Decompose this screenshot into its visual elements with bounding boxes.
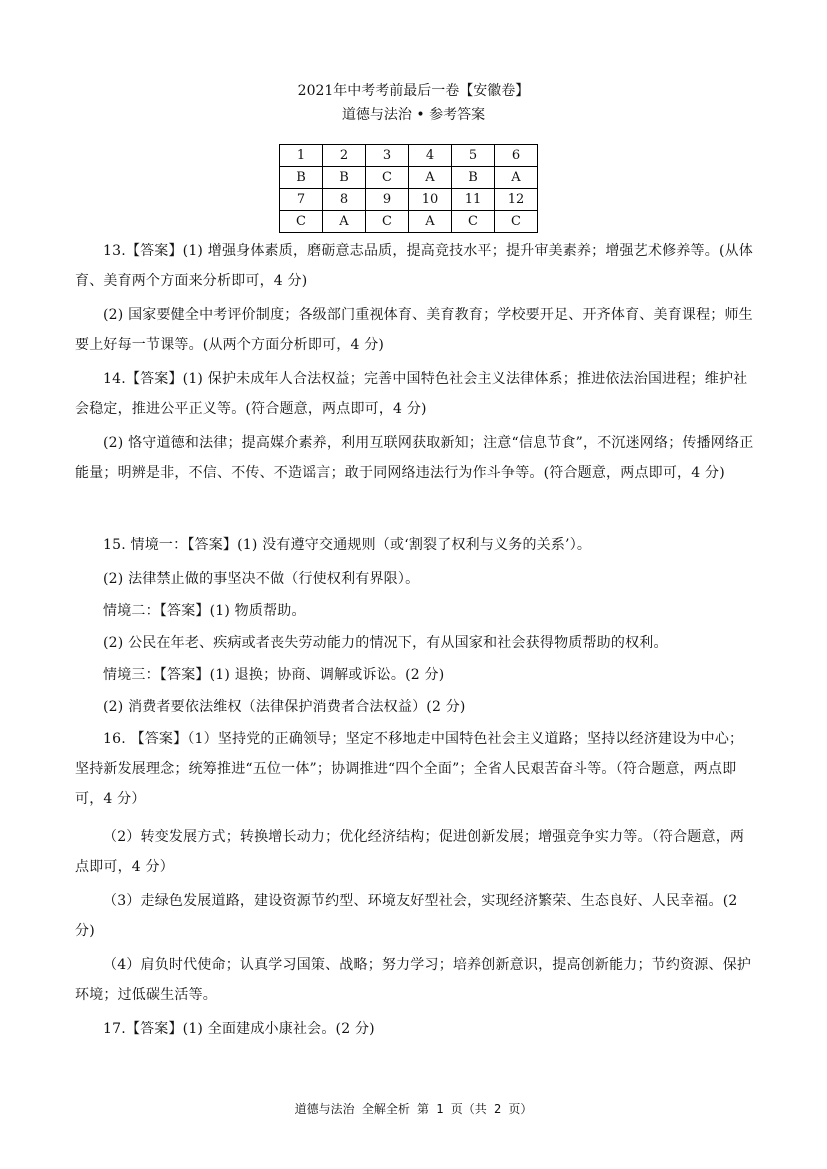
table-cell: C: [366, 167, 409, 189]
table-cell: B: [280, 167, 323, 189]
table-row: [280, 167, 538, 189]
answer-13-part-1: 13.【答案】(1) 增强身体素质，磨砺意志品质，提高竞技水平；提升审美素养；增强艺术修养等。(从体育、美育两个方面来分析即可，4 分): [75, 243, 754, 289]
table-cell: 11: [452, 189, 495, 211]
answer-13-part-2: (2) 国家要健全中考评价制度；各级部门重视体育、美育教育；学校要开足、开齐体育、美育课程；师生要上好每一节课等。(从两个方面分析即可，4 分): [75, 307, 753, 353]
answer-15-scene-3: 情境三：【答案】(1) 退换；协商、调解或诉讼。(2 分): [103, 667, 445, 683]
answer-16-part-4: （4）肩负时代使命；认真学习国策、战略；努力学习；培养创新意识，提高创新能力；节约资源、保护环境；过低碳生活等。: [75, 957, 752, 1003]
answer-15-scene-2-part-2: (2) 公民在年老、疾病或者丧失劳动能力的情况下，有从国家和社会获得物质帮助的权利。: [103, 635, 668, 651]
table-cell: 5: [452, 145, 495, 167]
table-cell: 9: [366, 189, 409, 211]
answer-16-part-3: （3）走绿色发展道路，建设资源节约型、环境友好型社会，实现经济繁荣、生态良好、人民幸福。(2分): [75, 893, 738, 939]
table-cell: A: [409, 167, 452, 189]
table-row: [280, 189, 538, 211]
table-cell: 3: [366, 145, 409, 167]
table-row: [280, 211, 538, 233]
table-cell: C: [452, 211, 495, 233]
answer-table: [279, 144, 538, 233]
table-cell: 8: [323, 189, 366, 211]
table-cell: B: [323, 167, 366, 189]
document-title: 2021年中考考前最后一卷【安徽卷】: [297, 83, 530, 99]
answer-14-part-1: 14.【答案】(1) 保护未成年人合法权益；完善中国特色社会主义法律体系；推进依法治国进程；维护社会稳定，推进公平正义等。(符合题意，两点即可，4 分): [75, 371, 748, 417]
table-cell: A: [409, 211, 452, 233]
table-cell: 6: [495, 145, 538, 167]
table-cell: C: [366, 211, 409, 233]
answer-14-part-2: (2) 恪守道德和法律；提高媒介素养，利用互联网获取新知；注意“信息节食”，不沉迷网络；传播网络正能量；明辨是非，不信、不传、不造谣言；敢于同网络违法行为作斗争等。(符合题意，两点即可，4 分): [75, 435, 754, 481]
table-cell: 1: [280, 145, 323, 167]
answer-16-part-2: （2）转变发展方式；转换增长动力；优化经济结构；促进创新发展；增强竞争实力等。（符合题意，两点即可，4 分）: [75, 829, 745, 875]
table-cell: 10: [409, 189, 452, 211]
table-cell: B: [452, 167, 495, 189]
table-cell: 7: [280, 189, 323, 211]
answer-15-scene-1-part-2: (2) 法律禁止做的事坚决不做（行使权利有界限）。: [103, 571, 420, 587]
page-footer: 道德与法治 全解全析 第 1 页（共 2 页）: [294, 1102, 533, 1116]
answer-15-scene-1: 15. 情境一：【答案】(1) 没有遵守交通规则（或‘割裂了权利与义务的关系’）。: [103, 537, 592, 553]
table-cell: 4: [409, 145, 452, 167]
answer-15-scene-3-part-2: (2) 消费者要依法维权（法律保护消费者合法权益）(2 分): [103, 699, 466, 715]
answer-15-scene-2: 情境二：【答案】(1) 物质帮助。: [103, 603, 306, 619]
answer-17-part-1: 17.【答案】(1) 全面建成小康社会。(2 分): [103, 1021, 375, 1037]
table-cell: A: [323, 211, 366, 233]
table-cell: C: [280, 211, 323, 233]
table-row: [280, 145, 538, 167]
answer-16-part-1: 16. 【答案】（1）坚持党的正确领导；坚定不移地走中国特色社会主义道路；坚持以经济建设为中心；坚持新发展理念；统筹推进“五位一体”；协调推进“四个全面”；全省人民艰苦奋斗等。（符合题意，两点即可，4 分）: [75, 731, 744, 807]
table-cell: 2: [323, 145, 366, 167]
table-cell: 12: [495, 189, 538, 211]
table-cell: A: [495, 167, 538, 189]
table-cell: C: [495, 211, 538, 233]
document-subtitle: 道德与法治 • 参考答案: [341, 107, 486, 123]
